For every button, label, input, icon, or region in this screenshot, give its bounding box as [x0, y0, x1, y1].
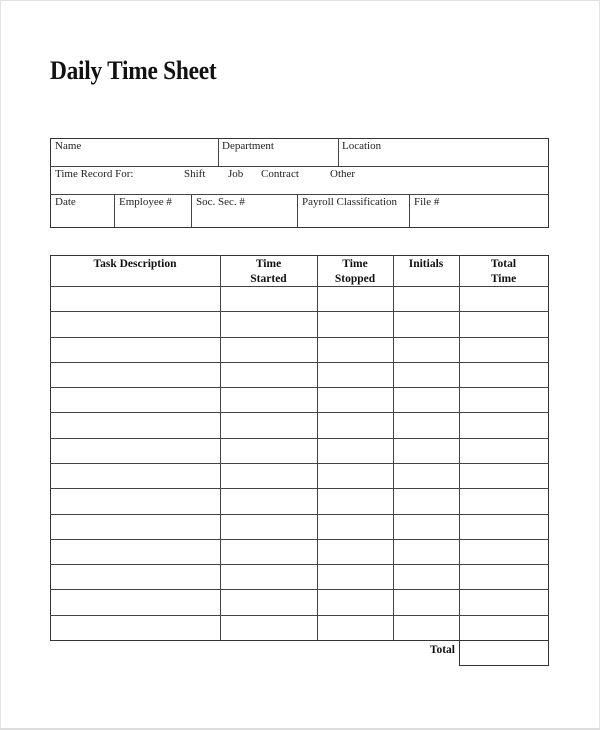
table-cell[interactable]	[318, 439, 392, 462]
table-cell[interactable]	[221, 413, 316, 436]
table-cell[interactable]	[51, 489, 219, 512]
name-field[interactable]: Name	[55, 140, 82, 152]
table-cell[interactable]	[221, 540, 316, 563]
table-cell[interactable]	[460, 464, 548, 487]
table-cell[interactable]	[221, 363, 316, 386]
table-cell[interactable]	[460, 439, 548, 462]
table-cell[interactable]	[460, 489, 548, 512]
table-cell[interactable]	[318, 464, 392, 487]
header-initials: Initials	[408, 258, 444, 270]
table-cell[interactable]	[51, 464, 219, 487]
table-cell[interactable]	[51, 590, 219, 613]
table-cell[interactable]	[51, 616, 219, 639]
table-cell[interactable]	[394, 565, 458, 588]
table-cell[interactable]	[318, 515, 392, 538]
table-cell[interactable]	[394, 312, 458, 335]
table-cell[interactable]	[51, 413, 219, 436]
total-field[interactable]	[459, 640, 549, 666]
table-cell[interactable]	[460, 363, 548, 386]
divider	[297, 194, 298, 227]
header-time-stopped-line1: Time	[342, 258, 368, 270]
table-cell[interactable]	[221, 464, 316, 487]
table-cell[interactable]	[221, 338, 316, 361]
table-cell[interactable]	[460, 388, 548, 411]
table-cell[interactable]	[394, 338, 458, 361]
header-time-started-line1: Time	[255, 258, 282, 270]
table-cell[interactable]	[221, 388, 316, 411]
total-label: Total	[429, 644, 455, 656]
job-option[interactable]: Job	[228, 168, 244, 180]
table-cell[interactable]	[460, 287, 548, 310]
table-cell[interactable]	[51, 515, 219, 538]
employee-info-table	[50, 138, 549, 228]
divider	[50, 166, 549, 167]
table-cell[interactable]	[394, 287, 458, 310]
table-cell[interactable]	[394, 464, 458, 487]
table-cell[interactable]	[394, 515, 458, 538]
department-field[interactable]: Department	[222, 140, 274, 152]
table-cell[interactable]	[51, 363, 219, 386]
table-cell[interactable]	[394, 540, 458, 563]
table-cell[interactable]	[51, 540, 219, 563]
table-cell[interactable]	[221, 439, 316, 462]
table-cell[interactable]	[51, 338, 219, 361]
location-field[interactable]: Location	[342, 140, 382, 152]
table-cell[interactable]	[51, 388, 219, 411]
shift-option[interactable]: Shift	[184, 168, 206, 180]
divider	[218, 138, 219, 166]
time-record-for-label: Time Record For:	[55, 168, 134, 180]
employee-number-field[interactable]: Employee #	[119, 196, 172, 208]
header-task-description: Task Description	[93, 258, 177, 270]
date-field[interactable]: Date	[55, 196, 76, 208]
divider	[50, 194, 549, 195]
contract-option[interactable]: Contract	[261, 168, 299, 180]
table-cell[interactable]	[221, 312, 316, 335]
table-cell[interactable]	[318, 565, 392, 588]
divider	[409, 194, 410, 227]
table-cell[interactable]	[221, 590, 316, 613]
header-time-started-line2: Started	[250, 273, 287, 285]
table-cell[interactable]	[318, 590, 392, 613]
header-total-time-line2: Time	[490, 273, 517, 285]
table-cell[interactable]	[221, 565, 316, 588]
table-cell[interactable]	[221, 287, 316, 310]
table-cell[interactable]	[394, 616, 458, 639]
divider	[191, 194, 192, 227]
table-cell[interactable]	[318, 363, 392, 386]
table-cell[interactable]	[318, 540, 392, 563]
table-cell[interactable]	[318, 287, 392, 310]
header-total-time-line1: Total	[490, 258, 517, 270]
header-time-stopped-line2: Stopped	[334, 273, 376, 285]
header-time-stopped	[317, 257, 393, 287]
table-cell[interactable]	[221, 489, 316, 512]
table-cell[interactable]	[394, 363, 458, 386]
header-total-time	[459, 257, 548, 287]
table-cell[interactable]	[394, 439, 458, 462]
page-title: Daily Time Sheet	[50, 56, 217, 85]
table-cell[interactable]	[460, 540, 548, 563]
other-option[interactable]: Other	[330, 168, 356, 180]
table-cell[interactable]	[460, 616, 548, 639]
table-cell[interactable]	[394, 388, 458, 411]
table-cell[interactable]	[318, 616, 392, 639]
table-cell[interactable]	[394, 413, 458, 436]
table-cell[interactable]	[51, 287, 219, 310]
table-cell[interactable]	[318, 388, 392, 411]
table-cell[interactable]	[460, 413, 548, 436]
table-cell[interactable]	[460, 338, 548, 361]
table-cell[interactable]	[51, 565, 219, 588]
header-time-started	[220, 257, 317, 287]
table-cell[interactable]	[394, 489, 458, 512]
table-cell[interactable]	[51, 439, 219, 462]
table-cell[interactable]	[318, 489, 392, 512]
table-cell[interactable]	[460, 590, 548, 613]
table-cell[interactable]	[460, 312, 548, 335]
file-number-field[interactable]: File #	[414, 196, 440, 208]
payroll-classification-field[interactable]: Payroll Classification	[302, 196, 398, 208]
table-cell[interactable]	[51, 312, 219, 335]
table-cell[interactable]	[221, 616, 316, 639]
table-cell[interactable]	[318, 413, 392, 436]
table-cell[interactable]	[318, 338, 392, 361]
divider	[114, 194, 115, 227]
table-cell[interactable]	[394, 590, 458, 613]
table-cell[interactable]	[221, 515, 316, 538]
table-cell[interactable]	[318, 312, 392, 335]
divider	[338, 138, 339, 166]
table-cell[interactable]	[460, 515, 548, 538]
table-cell[interactable]	[460, 565, 548, 588]
soc-sec-field[interactable]: Soc. Sec. #	[196, 196, 245, 208]
